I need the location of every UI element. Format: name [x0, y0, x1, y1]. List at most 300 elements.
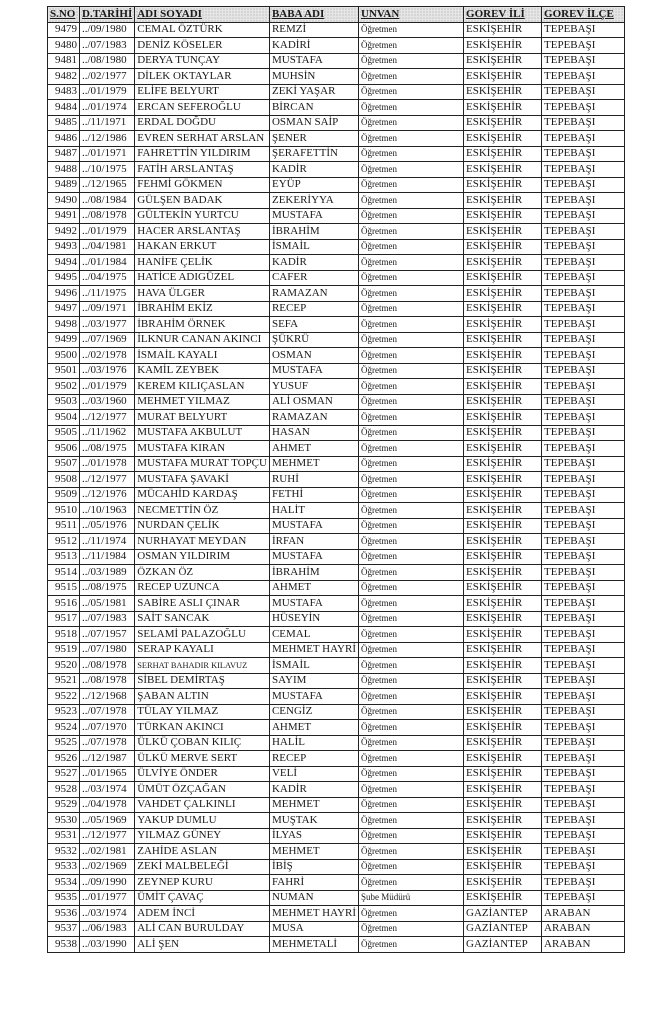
- cell-full-name: ALİ CAN BURULDAY: [135, 921, 270, 937]
- cell-full-name: ELİFE BELYURT: [135, 84, 270, 100]
- cell-sno: 9499: [48, 332, 80, 348]
- table-row: [48, 828, 625, 844]
- cell-province: ESKİŞEHİR: [464, 689, 542, 705]
- cell-sno: 9516: [48, 596, 80, 612]
- cell-father-name: MUSA: [269, 921, 358, 937]
- cell-full-name: TÜLAY YILMAZ: [135, 704, 270, 720]
- cell-province: ESKİŞEHİR: [464, 565, 542, 581]
- cell-title: Öğretmen: [359, 177, 464, 193]
- header-birth-date: D.TARİHİ: [80, 7, 135, 23]
- cell-full-name: ERCAN SEFEROĞLU: [135, 100, 270, 116]
- cell-district: TEPEBAŞI: [542, 704, 625, 720]
- cell-district: TEPEBAŞI: [542, 131, 625, 147]
- cell-father-name: ZEKİ YAŞAR: [269, 84, 358, 100]
- cell-full-name: ÜLKÜ MERVE SERT: [135, 751, 270, 767]
- cell-father-name: VELİ: [269, 766, 358, 782]
- cell-father-name: OSMAN: [269, 348, 358, 364]
- cell-district: TEPEBAŞI: [542, 348, 625, 364]
- cell-birth-date: ../07/1970: [80, 720, 135, 736]
- cell-birth-date: ../04/1975: [80, 270, 135, 286]
- cell-full-name: ERDAL DOĞDU: [135, 115, 270, 131]
- cell-full-name: MUSTAFA AKBULUT: [135, 425, 270, 441]
- cell-province: ESKİŞEHİR: [464, 611, 542, 627]
- cell-title: Öğretmen: [359, 441, 464, 457]
- cell-title: Öğretmen: [359, 704, 464, 720]
- header-father-name: BABA ADI: [269, 7, 358, 23]
- cell-father-name: RECEP: [269, 301, 358, 317]
- cell-title: Öğretmen: [359, 379, 464, 395]
- cell-district: TEPEBAŞI: [542, 844, 625, 860]
- cell-full-name: NURDAN ÇELİK: [135, 518, 270, 534]
- table-row: [48, 658, 625, 674]
- cell-title: Öğretmen: [359, 487, 464, 503]
- cell-district: TEPEBAŞI: [542, 689, 625, 705]
- cell-father-name: İLYAS: [269, 828, 358, 844]
- cell-district: TEPEBAŞI: [542, 115, 625, 131]
- cell-birth-date: ../01/1974: [80, 100, 135, 116]
- cell-district: TEPEBAŞI: [542, 162, 625, 178]
- cell-father-name: MUSTAFA: [269, 208, 358, 224]
- cell-province: ESKİŞEHİR: [464, 766, 542, 782]
- cell-district: TEPEBAŞI: [542, 177, 625, 193]
- cell-title: Öğretmen: [359, 394, 464, 410]
- cell-sno: 9513: [48, 549, 80, 565]
- cell-birth-date: ../03/1977: [80, 317, 135, 333]
- cell-sno: 9482: [48, 69, 80, 85]
- cell-sno: 9511: [48, 518, 80, 534]
- cell-district: TEPEBAŞI: [542, 658, 625, 674]
- cell-district: TEPEBAŞI: [542, 642, 625, 658]
- cell-province: ESKİŞEHİR: [464, 797, 542, 813]
- table-row: [48, 53, 625, 69]
- cell-title: Öğretmen: [359, 549, 464, 565]
- table-row: [48, 317, 625, 333]
- cell-title: Öğretmen: [359, 22, 464, 38]
- cell-birth-date: ../03/1989: [80, 565, 135, 581]
- cell-province: ESKİŞEHİR: [464, 735, 542, 751]
- cell-full-name: ÜLKÜ ÇOBAN KILIÇ: [135, 735, 270, 751]
- cell-district: TEPEBAŞI: [542, 751, 625, 767]
- cell-province: ESKİŞEHİR: [464, 348, 542, 364]
- cell-title: Öğretmen: [359, 456, 464, 472]
- cell-birth-date: ../04/1978: [80, 797, 135, 813]
- cell-province: ESKİŞEHİR: [464, 844, 542, 860]
- cell-title: Öğretmen: [359, 518, 464, 534]
- cell-title: Öğretmen: [359, 859, 464, 875]
- cell-birth-date: ../12/1977: [80, 472, 135, 488]
- cell-full-name: HAVA ÜLGER: [135, 286, 270, 302]
- cell-full-name: ZEYNEP KURU: [135, 875, 270, 891]
- cell-sno: 9538: [48, 937, 80, 953]
- cell-title: Öğretmen: [359, 208, 464, 224]
- cell-full-name: FATİH ARSLANTAŞ: [135, 162, 270, 178]
- cell-father-name: EYÜP: [269, 177, 358, 193]
- cell-birth-date: ../04/1981: [80, 239, 135, 255]
- table-row: [48, 813, 625, 829]
- cell-birth-date: ../02/1977: [80, 69, 135, 85]
- table-row: [48, 177, 625, 193]
- cell-district: TEPEBAŞI: [542, 472, 625, 488]
- cell-sno: 9480: [48, 38, 80, 54]
- table-row: [48, 363, 625, 379]
- cell-father-name: RECEP: [269, 751, 358, 767]
- cell-father-name: ALİ OSMAN: [269, 394, 358, 410]
- table-row: [48, 456, 625, 472]
- cell-sno: 9495: [48, 270, 80, 286]
- cell-full-name: MUSTAFA KIRAN: [135, 441, 270, 457]
- cell-title: Öğretmen: [359, 906, 464, 922]
- cell-province: ESKİŞEHİR: [464, 363, 542, 379]
- cell-province: GAZİANTEP: [464, 921, 542, 937]
- cell-birth-date: ../05/1969: [80, 813, 135, 829]
- cell-birth-date: ../11/1975: [80, 286, 135, 302]
- cell-birth-date: ../12/1987: [80, 751, 135, 767]
- cell-province: GAZİANTEP: [464, 937, 542, 953]
- cell-sno: 9535: [48, 890, 80, 906]
- cell-province: ESKİŞEHİR: [464, 704, 542, 720]
- cell-district: TEPEBAŞI: [542, 503, 625, 519]
- cell-title: Öğretmen: [359, 115, 464, 131]
- cell-province: ESKİŞEHİR: [464, 425, 542, 441]
- cell-district: TEPEBAŞI: [542, 456, 625, 472]
- cell-district: TEPEBAŞI: [542, 487, 625, 503]
- cell-district: TEPEBAŞI: [542, 410, 625, 426]
- cell-title: Öğretmen: [359, 642, 464, 658]
- cell-district: TEPEBAŞI: [542, 317, 625, 333]
- cell-sno: 9527: [48, 766, 80, 782]
- personnel-table: [47, 6, 625, 953]
- cell-province: ESKİŞEHİR: [464, 627, 542, 643]
- table-row: [48, 394, 625, 410]
- cell-district: TEPEBAŞI: [542, 84, 625, 100]
- cell-full-name: OSMAN YILDIRIM: [135, 549, 270, 565]
- cell-sno: 9490: [48, 193, 80, 209]
- cell-birth-date: ../06/1983: [80, 921, 135, 937]
- cell-full-name: CEMAL ÖZTÜRK: [135, 22, 270, 38]
- cell-father-name: MEHMET HAYRİ: [269, 906, 358, 922]
- cell-title: Öğretmen: [359, 53, 464, 69]
- table-row: [48, 255, 625, 271]
- cell-province: ESKİŞEHİR: [464, 84, 542, 100]
- cell-province: ESKİŞEHİR: [464, 456, 542, 472]
- cell-province: ESKİŞEHİR: [464, 813, 542, 829]
- cell-district: TEPEBAŞI: [542, 611, 625, 627]
- table-row: [48, 611, 625, 627]
- cell-sno: 9485: [48, 115, 80, 131]
- cell-province: ESKİŞEHİR: [464, 162, 542, 178]
- cell-title: Öğretmen: [359, 193, 464, 209]
- cell-full-name: SAİT SANCAK: [135, 611, 270, 627]
- cell-sno: 9531: [48, 828, 80, 844]
- cell-sno: 9498: [48, 317, 80, 333]
- cell-father-name: HÜSEYİN: [269, 611, 358, 627]
- cell-district: TEPEBAŞI: [542, 301, 625, 317]
- table-row: [48, 270, 625, 286]
- cell-father-name: AHMET: [269, 720, 358, 736]
- cell-district: TEPEBAŞI: [542, 565, 625, 581]
- cell-district: TEPEBAŞI: [542, 441, 625, 457]
- cell-birth-date: ../01/1965: [80, 766, 135, 782]
- cell-full-name: ZAHİDE ASLAN: [135, 844, 270, 860]
- cell-title: Öğretmen: [359, 658, 464, 674]
- cell-title: Öğretmen: [359, 239, 464, 255]
- cell-father-name: FETHİ: [269, 487, 358, 503]
- cell-district: ARABAN: [542, 921, 625, 937]
- cell-father-name: MUSTAFA: [269, 549, 358, 565]
- header-title: UNVAN: [359, 7, 464, 23]
- table-row: [48, 704, 625, 720]
- cell-birth-date: ../01/1977: [80, 890, 135, 906]
- cell-sno: 9533: [48, 859, 80, 875]
- cell-sno: 9532: [48, 844, 80, 860]
- cell-province: ESKİŞEHİR: [464, 673, 542, 689]
- table-row: [48, 348, 625, 364]
- cell-province: ESKİŞEHİR: [464, 720, 542, 736]
- cell-full-name: SİBEL DEMİRTAŞ: [135, 673, 270, 689]
- cell-sno: 9520: [48, 658, 80, 674]
- cell-district: TEPEBAŞI: [542, 673, 625, 689]
- cell-birth-date: ../03/1974: [80, 906, 135, 922]
- cell-full-name: KAMİL ZEYBEK: [135, 363, 270, 379]
- cell-birth-date: ../12/1965: [80, 177, 135, 193]
- cell-birth-date: ../05/1981: [80, 596, 135, 612]
- cell-full-name: ÖZKAN ÖZ: [135, 565, 270, 581]
- cell-province: ESKİŞEHİR: [464, 859, 542, 875]
- cell-birth-date: ../02/1981: [80, 844, 135, 860]
- cell-sno: 9493: [48, 239, 80, 255]
- cell-father-name: RAMAZAN: [269, 410, 358, 426]
- cell-sno: 9479: [48, 22, 80, 38]
- cell-full-name: ADEM İNCİ: [135, 906, 270, 922]
- cell-father-name: MUSTAFA: [269, 689, 358, 705]
- cell-birth-date: ../08/1978: [80, 673, 135, 689]
- cell-district: TEPEBAŞI: [542, 425, 625, 441]
- cell-province: ESKİŞEHİR: [464, 239, 542, 255]
- cell-sno: 9494: [48, 255, 80, 271]
- cell-title: Öğretmen: [359, 425, 464, 441]
- cell-province: ESKİŞEHİR: [464, 596, 542, 612]
- cell-father-name: HALİT: [269, 503, 358, 519]
- cell-province: ESKİŞEHİR: [464, 394, 542, 410]
- cell-district: TEPEBAŞI: [542, 828, 625, 844]
- cell-birth-date: ../03/1976: [80, 363, 135, 379]
- cell-father-name: KADİR: [269, 782, 358, 798]
- table-row: [48, 875, 625, 891]
- cell-father-name: RAMAZAN: [269, 286, 358, 302]
- cell-father-name: KADİRİ: [269, 38, 358, 54]
- cell-title: Öğretmen: [359, 735, 464, 751]
- cell-title: Öğretmen: [359, 84, 464, 100]
- cell-title: Öğretmen: [359, 348, 464, 364]
- cell-title: Öğretmen: [359, 332, 464, 348]
- cell-district: TEPEBAŞI: [542, 859, 625, 875]
- cell-province: ESKİŞEHİR: [464, 131, 542, 147]
- cell-full-name: İSMAİL KAYALI: [135, 348, 270, 364]
- cell-district: TEPEBAŞI: [542, 69, 625, 85]
- cell-father-name: MUSTAFA: [269, 596, 358, 612]
- cell-title: Öğretmen: [359, 565, 464, 581]
- cell-province: ESKİŞEHİR: [464, 270, 542, 286]
- cell-title: Öğretmen: [359, 813, 464, 829]
- table-row: [48, 627, 625, 643]
- cell-birth-date: ../02/1969: [80, 859, 135, 875]
- cell-title: Öğretmen: [359, 255, 464, 271]
- cell-sno: 9481: [48, 53, 80, 69]
- cell-birth-date: ../08/1980: [80, 53, 135, 69]
- cell-sno: 9492: [48, 224, 80, 240]
- table-row: [48, 332, 625, 348]
- cell-province: ESKİŞEHİR: [464, 782, 542, 798]
- table-row: [48, 487, 625, 503]
- cell-father-name: MEHMETALİ: [269, 937, 358, 953]
- table-row: [48, 115, 625, 131]
- cell-full-name: HANİFE ÇELİK: [135, 255, 270, 271]
- cell-birth-date: ../05/1976: [80, 518, 135, 534]
- cell-sno: 9496: [48, 286, 80, 302]
- cell-birth-date: ../01/1978: [80, 456, 135, 472]
- header-full-name: ADI SOYADI: [135, 7, 270, 23]
- cell-province: GAZİANTEP: [464, 906, 542, 922]
- cell-father-name: KADİR: [269, 255, 358, 271]
- table-row: [48, 441, 625, 457]
- table-row: [48, 534, 625, 550]
- cell-full-name: YAKUP DUMLU: [135, 813, 270, 829]
- cell-full-name: ÜLVİYE ÖNDER: [135, 766, 270, 782]
- cell-province: ESKİŞEHİR: [464, 286, 542, 302]
- cell-full-name: MÜCAHİD KARDAŞ: [135, 487, 270, 503]
- cell-district: TEPEBAŞI: [542, 766, 625, 782]
- cell-birth-date: ../01/1979: [80, 84, 135, 100]
- cell-sno: 9483: [48, 84, 80, 100]
- table-row: [48, 859, 625, 875]
- cell-birth-date: ../03/1990: [80, 937, 135, 953]
- cell-title: Öğretmen: [359, 534, 464, 550]
- cell-full-name: RECEP UZUNCA: [135, 580, 270, 596]
- cell-birth-date: ../11/1984: [80, 549, 135, 565]
- cell-title: Öğretmen: [359, 270, 464, 286]
- table-row: [48, 844, 625, 860]
- cell-father-name: ŞENER: [269, 131, 358, 147]
- table-row: [48, 425, 625, 441]
- cell-full-name: DERYA TUNÇAY: [135, 53, 270, 69]
- cell-district: TEPEBAŞI: [542, 549, 625, 565]
- cell-title: Öğretmen: [359, 363, 464, 379]
- cell-sno: 9510: [48, 503, 80, 519]
- table-body: [48, 22, 625, 952]
- cell-district: TEPEBAŞI: [542, 379, 625, 395]
- cell-full-name: İLKNUR CANAN AKINCI: [135, 332, 270, 348]
- cell-title: Öğretmen: [359, 673, 464, 689]
- cell-title: Öğretmen: [359, 472, 464, 488]
- cell-full-name: GÜLTEKİN YURTCU: [135, 208, 270, 224]
- cell-district: TEPEBAŞI: [542, 875, 625, 891]
- cell-full-name: YILMAZ GÜNEY: [135, 828, 270, 844]
- table-row: [48, 224, 625, 240]
- cell-district: TEPEBAŞI: [542, 518, 625, 534]
- cell-father-name: İBİŞ: [269, 859, 358, 875]
- cell-father-name: İRFAN: [269, 534, 358, 550]
- cell-province: ESKİŞEHİR: [464, 193, 542, 209]
- cell-province: ESKİŞEHİR: [464, 146, 542, 162]
- cell-father-name: MEHMET: [269, 844, 358, 860]
- cell-sno: 9487: [48, 146, 80, 162]
- cell-father-name: BİRCAN: [269, 100, 358, 116]
- cell-sno: 9504: [48, 410, 80, 426]
- cell-full-name: İBRAHİM ÖRNEK: [135, 317, 270, 333]
- cell-sno: 9484: [48, 100, 80, 116]
- cell-district: TEPEBAŞI: [542, 394, 625, 410]
- cell-sno: 9519: [48, 642, 80, 658]
- table-row: [48, 596, 625, 612]
- cell-province: ESKİŞEHİR: [464, 332, 542, 348]
- cell-sno: 9528: [48, 782, 80, 798]
- cell-district: TEPEBAŞI: [542, 735, 625, 751]
- cell-title: Öğretmen: [359, 301, 464, 317]
- header-sno: S.NO: [48, 7, 80, 23]
- cell-district: TEPEBAŞI: [542, 890, 625, 906]
- cell-full-name: ALİ ŞEN: [135, 937, 270, 953]
- cell-district: TEPEBAŞI: [542, 239, 625, 255]
- cell-district: TEPEBAŞI: [542, 224, 625, 240]
- table-row: [48, 69, 625, 85]
- table-row: [48, 642, 625, 658]
- table-row: [48, 735, 625, 751]
- cell-full-name: FAHRETTİN YILDIRIM: [135, 146, 270, 162]
- cell-province: ESKİŞEHİR: [464, 472, 542, 488]
- cell-full-name: FEHMİ GÖKMEN: [135, 177, 270, 193]
- cell-district: TEPEBAŞI: [542, 255, 625, 271]
- cell-birth-date: ../07/1983: [80, 38, 135, 54]
- cell-province: ESKİŞEHİR: [464, 658, 542, 674]
- cell-father-name: FAHRİ: [269, 875, 358, 891]
- table-row: [48, 937, 625, 953]
- cell-province: ESKİŞEHİR: [464, 317, 542, 333]
- cell-father-name: MUSTAFA: [269, 53, 358, 69]
- cell-birth-date: ../07/1969: [80, 332, 135, 348]
- cell-district: TEPEBAŞI: [542, 720, 625, 736]
- table-row: [48, 782, 625, 798]
- cell-title: Öğretmen: [359, 162, 464, 178]
- cell-district: TEPEBAŞI: [542, 363, 625, 379]
- cell-title: Şube Müdürü: [359, 890, 464, 906]
- cell-title: Öğretmen: [359, 720, 464, 736]
- cell-full-name: ÜMÜT ÖZÇAĞAN: [135, 782, 270, 798]
- cell-district: TEPEBAŞI: [542, 782, 625, 798]
- cell-title: Öğretmen: [359, 875, 464, 891]
- cell-district: TEPEBAŞI: [542, 797, 625, 813]
- cell-father-name: NUMAN: [269, 890, 358, 906]
- cell-father-name: REMZİ: [269, 22, 358, 38]
- cell-title: Öğretmen: [359, 286, 464, 302]
- cell-birth-date: ../01/1984: [80, 255, 135, 271]
- cell-birth-date: ../11/1971: [80, 115, 135, 131]
- cell-district: TEPEBAŞI: [542, 286, 625, 302]
- cell-district: TEPEBAŞI: [542, 193, 625, 209]
- cell-title: Öğretmen: [359, 751, 464, 767]
- cell-birth-date: ../09/1990: [80, 875, 135, 891]
- cell-district: ARABAN: [542, 937, 625, 953]
- cell-birth-date: ../08/1984: [80, 193, 135, 209]
- cell-sno: 9497: [48, 301, 80, 317]
- cell-sno: 9489: [48, 177, 80, 193]
- cell-title: Öğretmen: [359, 937, 464, 953]
- cell-province: ESKİŞEHİR: [464, 53, 542, 69]
- table-row: [48, 766, 625, 782]
- cell-province: ESKİŞEHİR: [464, 410, 542, 426]
- cell-father-name: KADİR: [269, 162, 358, 178]
- cell-birth-date: ../07/1957: [80, 627, 135, 643]
- cell-province: ESKİŞEHİR: [464, 890, 542, 906]
